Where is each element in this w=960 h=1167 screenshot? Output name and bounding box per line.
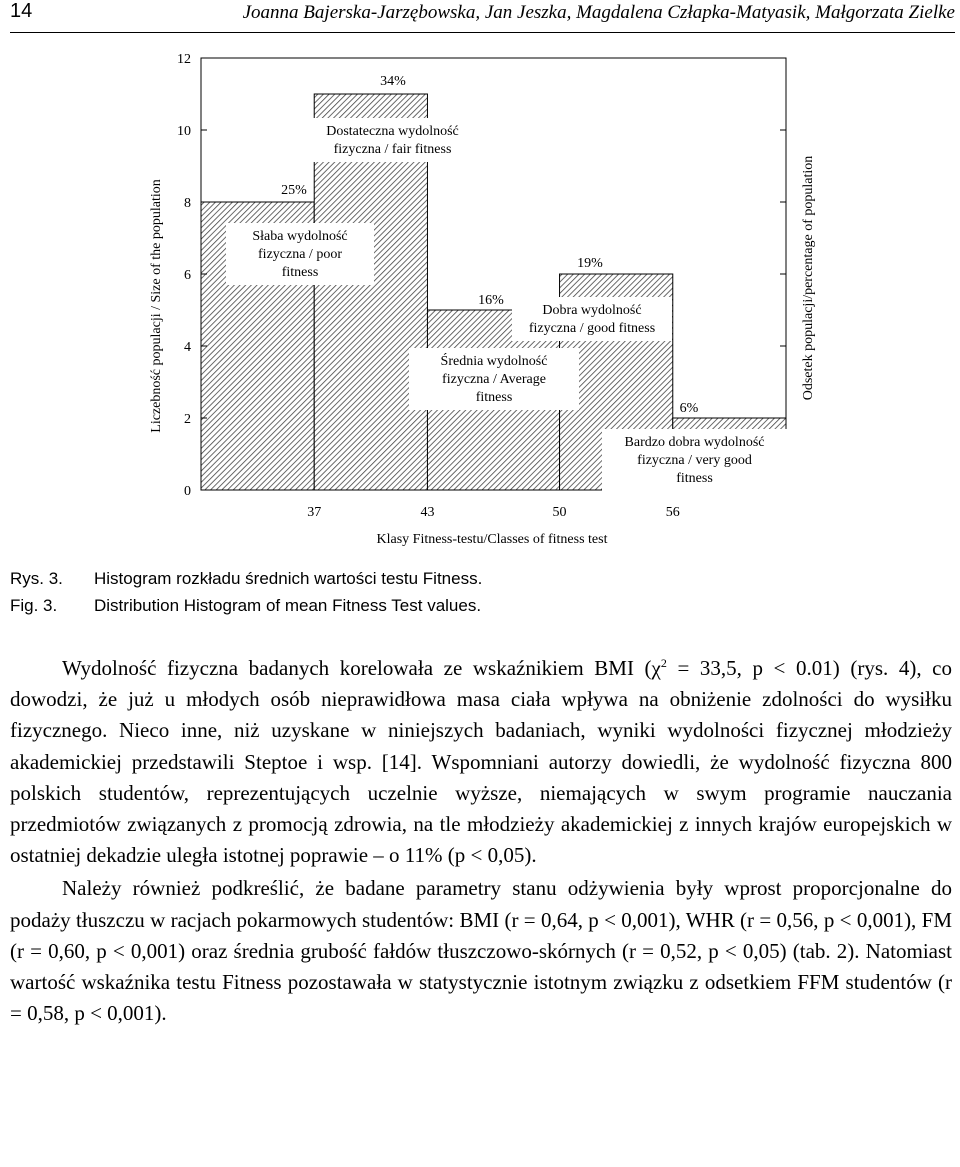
bar-category-label: fizyczna / poor — [258, 247, 342, 262]
bar-category-label: Dostateczna wydolność — [326, 124, 459, 139]
bar-percent-label: 34% — [380, 74, 406, 89]
x-tick-label: 50 — [552, 505, 567, 520]
bar-category-label: Bardzo dobra wydolność — [624, 435, 765, 450]
y-tick-label: 2 — [184, 412, 191, 427]
bar-percent-label: 19% — [577, 256, 603, 271]
x-axis-label: Klasy Fitness-testu/Classes of fitness test — [376, 532, 608, 547]
x-tick-label: 37 — [307, 505, 322, 520]
paragraph: Wydolność fizyczna badanych korelowała ze wskaźnikiem BMI ($\chi^2 = 33,5$, p < 0.01) (rys. 4), co dowodzi, że już u młodych osób nieprawidłowa masa ciała wpływa na obniżenie zdolności do wysiłku fizycznego. Nieco inne, niż uzyskane w niniejszych badaniach, wyniki wydolności fizycznej młodzieży akademickiej przedstawili Steptoe i wsp. [14]. Wspomniani autorzy dowiedli, że wydolność fizyczna 800 polskich studentów, reprezentujących uczelnie wyższe, niemających w swym programie nauczania przedmiotów związanych z promocją zdrowia, na tle młodzieży akademickiej z innych krajów europejskich w ostatniej dekadzie uległa istotnej poprawie – o 11% (p < 0,05). — [10, 656, 952, 868]
x-tick-label: 43 — [420, 505, 435, 520]
caption-label: Rys. 3. — [10, 569, 63, 588]
bar-category-label: fizyczna / very good — [637, 453, 752, 468]
y-tick-label: 12 — [177, 52, 191, 67]
x-axis-ticks — [307, 505, 680, 520]
y-tick-label: 6 — [184, 268, 191, 283]
y-tick-label: 10 — [177, 124, 191, 139]
bar-percent-label: 25% — [281, 183, 307, 198]
y-tick-label: 0 — [184, 484, 191, 499]
page-number: 14 — [10, 0, 33, 22]
caption-text: Distribution Histogram of mean Fitness Test values. — [94, 596, 482, 615]
caption-label: Fig. 3. — [10, 596, 58, 615]
bar-category-label: fitness — [281, 265, 319, 280]
figure-caption-pl — [10, 569, 482, 589]
bar-category-label: Średnia wydolność — [440, 354, 548, 369]
bar-percent-label: 16% — [478, 293, 504, 308]
fitness-histogram — [0, 38, 960, 558]
page-header — [10, 0, 955, 26]
y-tick-label: 8 — [184, 196, 191, 211]
y-axis-label: Liczebność populacji / Size of the population — [149, 179, 164, 433]
bar-category-label: fitness — [475, 390, 513, 405]
header-rule — [10, 32, 955, 33]
paragraph: Należy również podkreślić, że badane parametry stanu odżywienia były wprost proporcjonalne do podaży tłuszczu w racjach pokarmowych studentów: BMI (r = 0,64, p < 0,001), WHR (r = 0,56, p < 0,001), FM (r = 0,60, p < 0,001) oraz średnia grubość fałdów tłuszczowo-skórnych (r = 0,52, p < 0,05) (tab. 2). Natomiast wartość wskaźnika testu Fitness pozostawała w statystycznie istotnym związku z odsetkiem FFM studentów (r = 0,58, p < 0,001). — [10, 876, 952, 1026]
x-tick-label: 56 — [665, 505, 680, 520]
bar-percent-label: 6% — [679, 401, 699, 416]
y-axis-label-right: Odsetek populacji/percentage of population — [801, 155, 816, 401]
bar-category-label: fizyczna / fair fitness — [333, 142, 452, 157]
bar-category-label: Dobra wydolność — [542, 303, 642, 318]
caption-text: Histogram rozkładu średnich wartości testu Fitness. — [94, 569, 483, 588]
running-head-authors: Joanna Bajerska-Jarzębowska, Jan Jeszka, Magdalena Człapka-Matyasik, Małgorzata Zielke — [242, 2, 955, 23]
bar-category-label: fizyczna / Average — [442, 372, 546, 387]
y-tick-label: 4 — [184, 340, 191, 355]
bar-category-label: fitness — [676, 471, 713, 486]
bar-category-label: fizyczna / good fitness — [528, 321, 656, 336]
figure-caption-en — [10, 596, 481, 616]
bar-category-label: Słaba wydolność — [252, 229, 348, 244]
body-text — [10, 648, 952, 1029]
